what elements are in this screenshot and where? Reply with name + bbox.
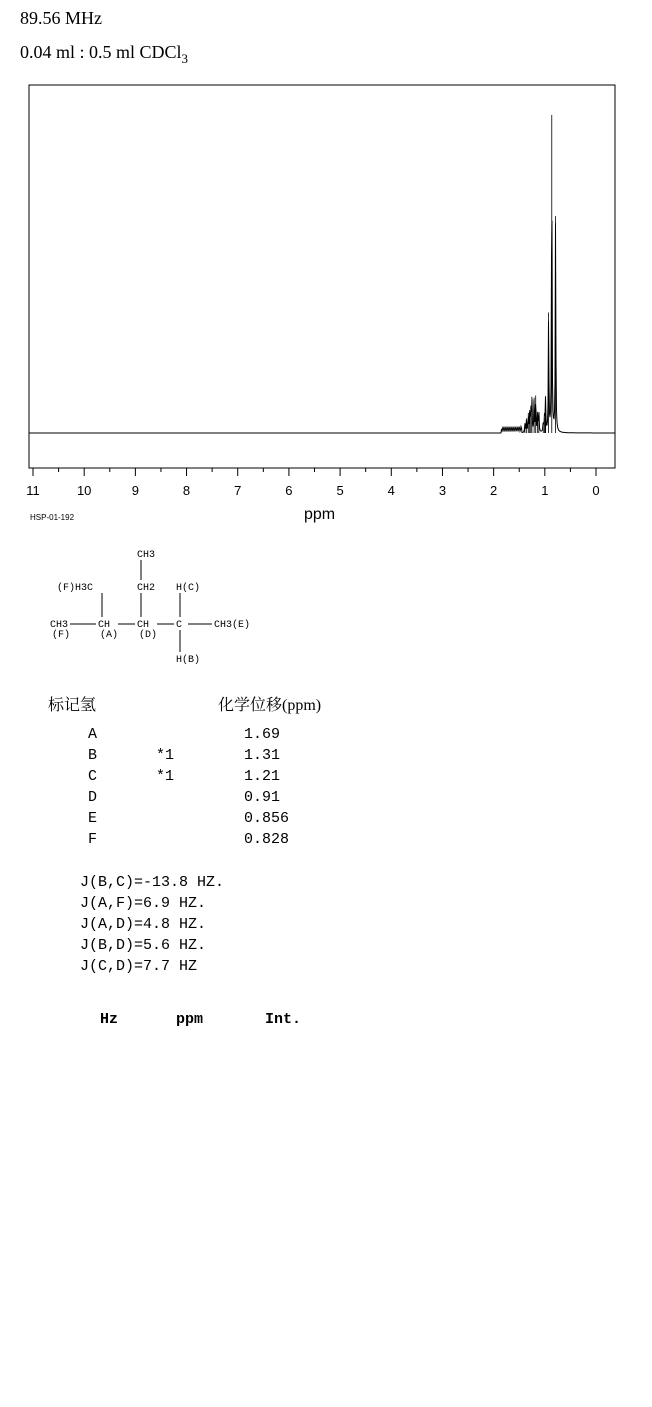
assignment-shift: 0.856 (244, 810, 290, 827)
struct-label-h-c: H(C) (176, 583, 201, 594)
coupling-constant: J(A,D)=4.8 HZ. (80, 916, 207, 933)
struct-label-ch3-top: CH3 (137, 550, 156, 561)
sample-subscript: 3 (181, 51, 189, 66)
plot-frame (29, 85, 615, 468)
molecular-structure (40, 540, 280, 670)
struct-label-f: (F) (52, 630, 71, 641)
assignment-shift: 1.21 (244, 768, 281, 785)
x-tick-label: 10 (76, 483, 92, 498)
struct-label-a: (A) (100, 630, 119, 641)
coupling-constant: J(C,D)=7.7 HZ (80, 958, 198, 975)
struct-label-h-b: H(B) (176, 655, 201, 666)
x-tick-label: 4 (387, 483, 395, 498)
x-tick-label: 3 (438, 483, 447, 498)
struct-label-ch3-e: CH3(E) (214, 620, 251, 631)
assignment-header-label: 标记氢 (48, 697, 97, 714)
x-axis-ticks (33, 468, 596, 476)
assignment-shift: 1.31 (244, 747, 281, 764)
assignment-label: F (88, 831, 98, 848)
x-tick-label: 0 (592, 483, 600, 498)
assignment-label: D (88, 789, 98, 806)
peak-table-header-hz: Hz (100, 1011, 119, 1028)
assignment-header-shift: 化学位移(ppm) (218, 697, 322, 714)
assignment-label: A (88, 726, 98, 743)
nmr-spectrum-chart (0, 0, 652, 530)
struct-label-ch-a: CH (98, 620, 111, 631)
catalog-id: HSP-01-192 (30, 513, 75, 522)
peak-table-header-int: Int. (265, 1011, 302, 1028)
x-tick-label: 2 (490, 483, 498, 498)
assignment-shift: 0.91 (244, 789, 281, 806)
assignment-shift: 1.69 (244, 726, 281, 743)
struct-label-c: C (176, 620, 183, 631)
spectrometer-frequency: 89.56 MHz (20, 8, 102, 28)
peak-table-header-ppm: ppm (176, 1011, 204, 1028)
struct-label-ch2: CH2 (137, 583, 156, 594)
spectrum-line (29, 221, 615, 433)
assignment-note: *1 (156, 747, 175, 764)
x-axis-label: ppm (304, 506, 336, 523)
assignment-note: *1 (156, 768, 175, 785)
struct-label-f-h3c: (F)H3C (57, 583, 94, 594)
x-tick-label: 6 (285, 483, 293, 498)
struct-label-d: (D) (139, 630, 158, 641)
x-axis-tick-labels (26, 483, 599, 498)
coupling-constant: J(A,F)=6.9 HZ. (80, 895, 207, 912)
assignment-label: E (88, 810, 98, 827)
struct-label-ch3-left: CH3 (50, 620, 69, 631)
coupling-constant: J(B,C)=-13.8 HZ. (80, 874, 225, 891)
x-tick-label: 5 (336, 483, 344, 498)
x-tick-label: 11 (26, 483, 40, 498)
assignment-shift: 0.828 (244, 831, 290, 848)
x-tick-label: 8 (182, 483, 191, 498)
x-tick-label: 9 (131, 483, 139, 498)
x-tick-label: 1 (541, 483, 549, 498)
x-tick-label: 7 (234, 483, 242, 498)
assignment-label: C (88, 768, 98, 785)
struct-label-ch-d: CH (137, 620, 150, 631)
coupling-constant: J(B,D)=5.6 HZ. (80, 937, 207, 954)
assignment-label: B (88, 747, 98, 764)
sample-text: 0.04 ml : 0.5 ml CDCl (20, 42, 182, 62)
